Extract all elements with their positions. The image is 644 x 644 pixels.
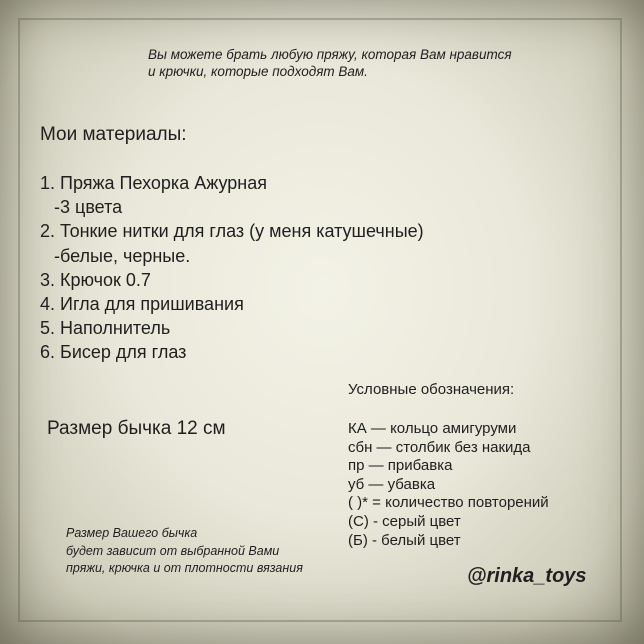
legend-item: сбн — столбик без накида bbox=[348, 438, 531, 456]
intro-note bbox=[148, 46, 512, 80]
brand-handle: @rinka_toys bbox=[467, 565, 587, 587]
legend-item: (С) - серый цвет bbox=[348, 512, 461, 530]
legend-item: уб — убавка bbox=[348, 475, 436, 493]
note-line: пряжи, крючка и от плотности вязания bbox=[66, 561, 303, 575]
size-text: Размер бычка 12 см bbox=[47, 418, 226, 439]
legend-item: ( )* = количество повторений bbox=[348, 494, 549, 512]
list-item: 3. Крючок 0.7 bbox=[40, 269, 151, 290]
legend-item: пр — прибавка bbox=[348, 457, 453, 475]
list-item: 2. Тонкие нитки для глаз (у меня катушечные) bbox=[40, 221, 424, 242]
legend-item: КА — кольцо амигуруми bbox=[348, 420, 517, 437]
legend-list bbox=[348, 420, 549, 550]
materials-heading: Мои материалы: bbox=[40, 124, 187, 145]
note-line: Размер Вашего бычка bbox=[66, 526, 198, 540]
legend-title: Условные обозначения: bbox=[348, 381, 515, 398]
legend-item: (Б) - белый цвет bbox=[348, 531, 461, 549]
materials-list bbox=[40, 171, 424, 365]
list-item: 5. Наполнитель bbox=[40, 318, 171, 339]
list-item: 4. Игла для пришивания bbox=[40, 294, 244, 315]
size-note bbox=[66, 525, 303, 578]
intro-line: и крючки, которые подходят Вам. bbox=[148, 64, 368, 79]
list-item: 6. Бисер для глаз bbox=[40, 342, 187, 363]
note-line: будет зависит от выбранной Вами bbox=[66, 543, 280, 558]
list-item: -белые, черные. bbox=[54, 245, 191, 266]
intro-line: Вы можете брать любую пряжу, которая Вам нравится bbox=[148, 47, 512, 62]
list-item: -3 цвета bbox=[54, 197, 123, 218]
list-item: 1. Пряжа Пехорка Ажурная bbox=[40, 173, 267, 193]
